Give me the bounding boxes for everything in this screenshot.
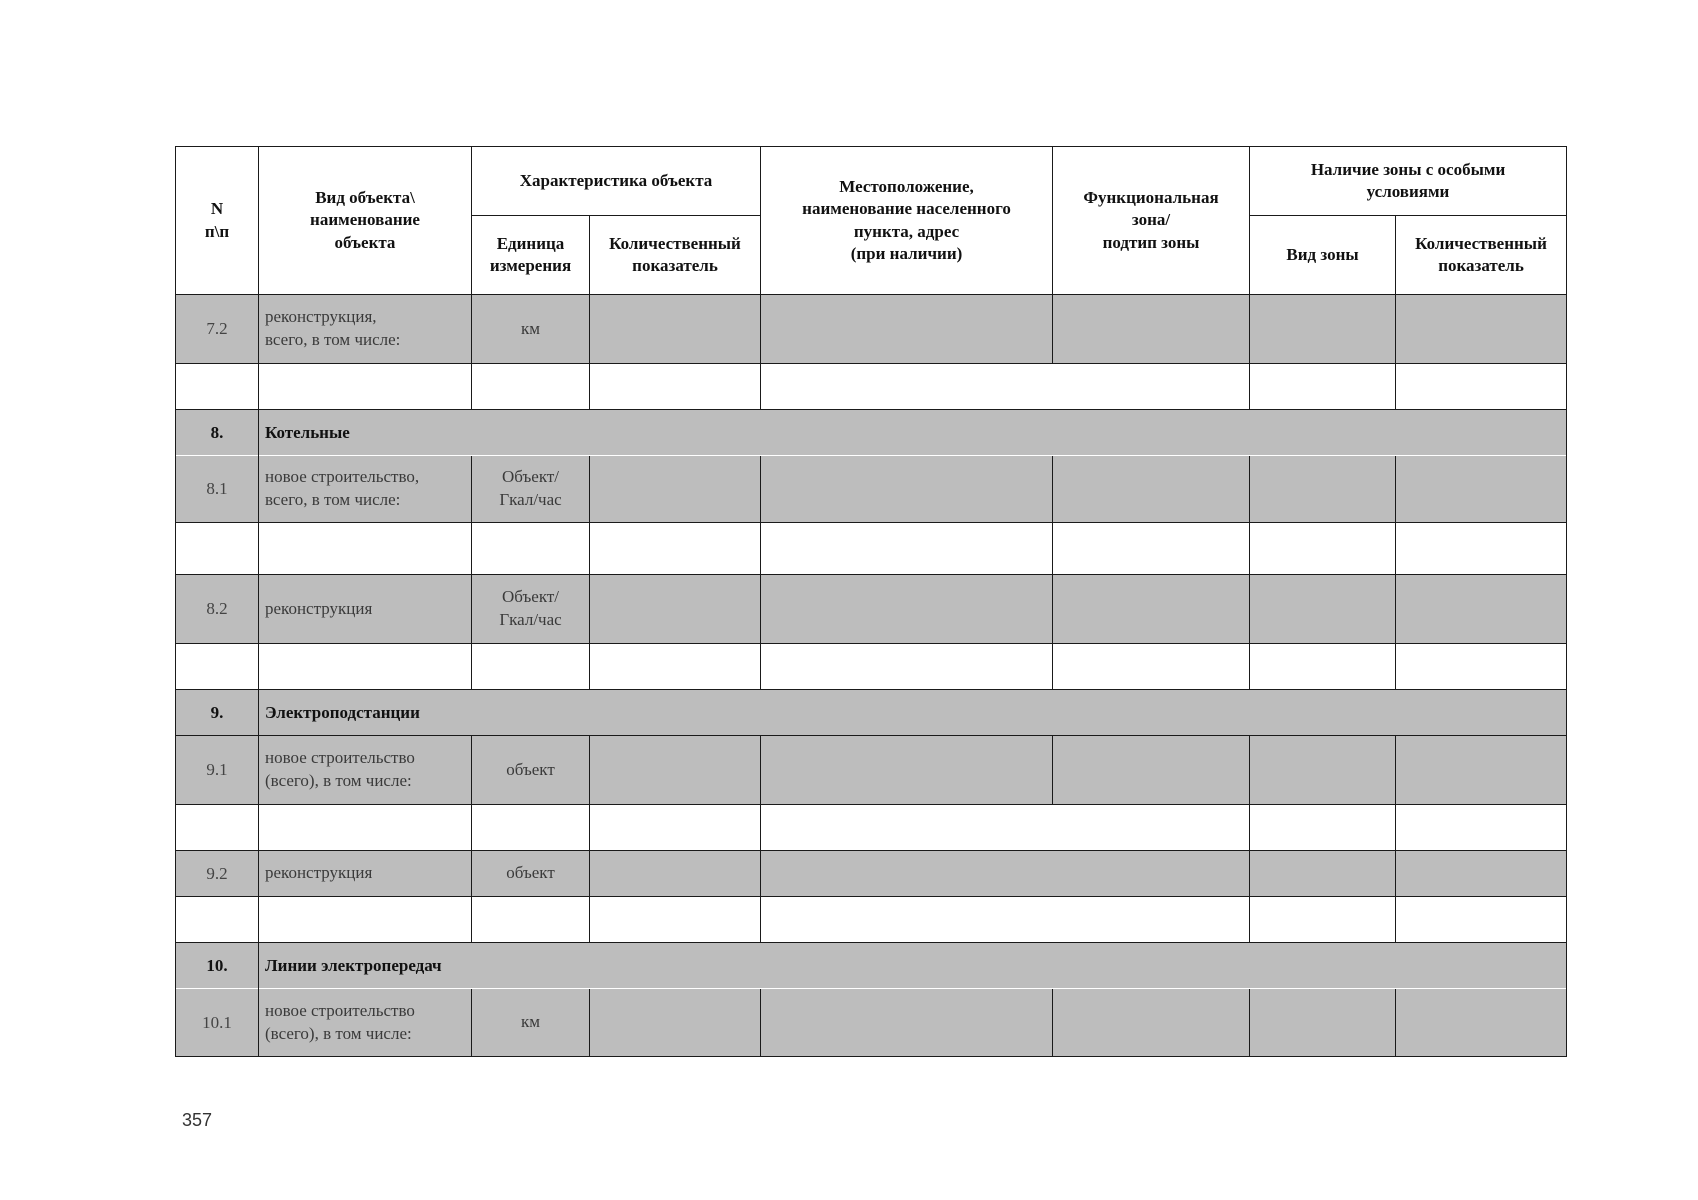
- header-location: Местоположение, наименование населенного пункта, адрес (при наличии): [761, 147, 1053, 295]
- header-num: N п\п: [176, 147, 259, 295]
- row-quantity: [590, 295, 761, 364]
- table-row: [176, 897, 1567, 943]
- row-location: [761, 456, 1053, 523]
- row-zone-type: [1250, 989, 1396, 1057]
- section-title: Электроподстанции: [259, 690, 1567, 736]
- row-location: [761, 295, 1053, 364]
- row-name: новое строительство (всего), в том числе:: [259, 736, 472, 805]
- document-table: [175, 146, 1567, 1057]
- row-quantity: [590, 736, 761, 805]
- row-zone-quantity: [1396, 989, 1567, 1057]
- row-name: новое строительство, всего, в том числе:: [259, 456, 472, 523]
- row-unit: объект: [472, 736, 590, 805]
- row-zone: [1053, 575, 1250, 644]
- row-number: 8.1: [176, 456, 259, 523]
- row-unit: км: [472, 989, 590, 1057]
- row-zone-quantity: [1396, 736, 1567, 805]
- row-unit: Объект/ Гкал/час: [472, 575, 590, 644]
- table-row: [176, 736, 1567, 805]
- row-zone: [1053, 736, 1250, 805]
- section-number: 10.: [176, 943, 259, 989]
- header-unit: Единица измерения: [472, 216, 590, 295]
- header-zone-quantity: Количественный показатель: [1396, 216, 1567, 295]
- row-location: [761, 575, 1053, 644]
- row-zone-quantity: [1396, 295, 1567, 364]
- header-characteristic: Характеристика объекта: [472, 147, 761, 216]
- table-row: [176, 805, 1567, 851]
- row-name: новое строительство (всего), в том числе:: [259, 989, 472, 1057]
- row-number: 7.2: [176, 295, 259, 364]
- section-number: 8.: [176, 410, 259, 456]
- table-row: [176, 523, 1567, 575]
- table-row: [176, 575, 1567, 644]
- row-unit: Объект/ Гкал/час: [472, 456, 590, 523]
- row-number: 8.2: [176, 575, 259, 644]
- row-zone: [1053, 295, 1250, 364]
- row-number: 10.1: [176, 989, 259, 1057]
- row-zone-type: [1250, 295, 1396, 364]
- row-number: 9.1: [176, 736, 259, 805]
- row-number: 9.2: [176, 851, 259, 897]
- header-quantity: Количественный показатель: [590, 216, 761, 295]
- header-functional-zone: Функциональная зона/ подтип зоны: [1053, 147, 1250, 295]
- header-object-name: Вид объекта\ наименование объекта: [259, 147, 472, 295]
- section-number: 9.: [176, 690, 259, 736]
- row-unit: км: [472, 295, 590, 364]
- table-row: [176, 295, 1567, 364]
- row-zone-type: [1250, 736, 1396, 805]
- row-quantity: [590, 456, 761, 523]
- table-row: [176, 851, 1567, 897]
- row-zone: [1053, 456, 1250, 523]
- row-name: реконструкция, всего, в том числе:: [259, 295, 472, 364]
- row-quantity: [590, 851, 761, 897]
- table-row: [176, 364, 1567, 410]
- section-row: [176, 943, 1567, 989]
- row-location: [761, 736, 1053, 805]
- row-location: [761, 851, 1250, 897]
- section-title: Котельные: [259, 410, 1567, 456]
- row-zone-quantity: [1396, 575, 1567, 644]
- row-location: [761, 989, 1053, 1057]
- header-special-zone: Наличие зоны с особыми условиями: [1250, 147, 1567, 216]
- row-zone-quantity: [1396, 456, 1567, 523]
- row-unit: объект: [472, 851, 590, 897]
- table-row: [176, 989, 1567, 1057]
- header-zone-type: Вид зоны: [1250, 216, 1396, 295]
- row-zone: [1053, 989, 1250, 1057]
- table-row: [176, 456, 1567, 523]
- section-row: [176, 690, 1567, 736]
- row-zone-type: [1250, 575, 1396, 644]
- row-quantity: [590, 989, 761, 1057]
- row-quantity: [590, 575, 761, 644]
- row-zone-type: [1250, 456, 1396, 523]
- section-title: Линии электропередач: [259, 943, 1567, 989]
- table-row: [176, 644, 1567, 690]
- row-zone-quantity: [1396, 851, 1567, 897]
- row-zone-type: [1250, 851, 1396, 897]
- page-number: 357: [182, 1110, 213, 1130]
- section-row: [176, 410, 1567, 456]
- row-name: реконструкция: [259, 851, 472, 897]
- row-name: реконструкция: [259, 575, 472, 644]
